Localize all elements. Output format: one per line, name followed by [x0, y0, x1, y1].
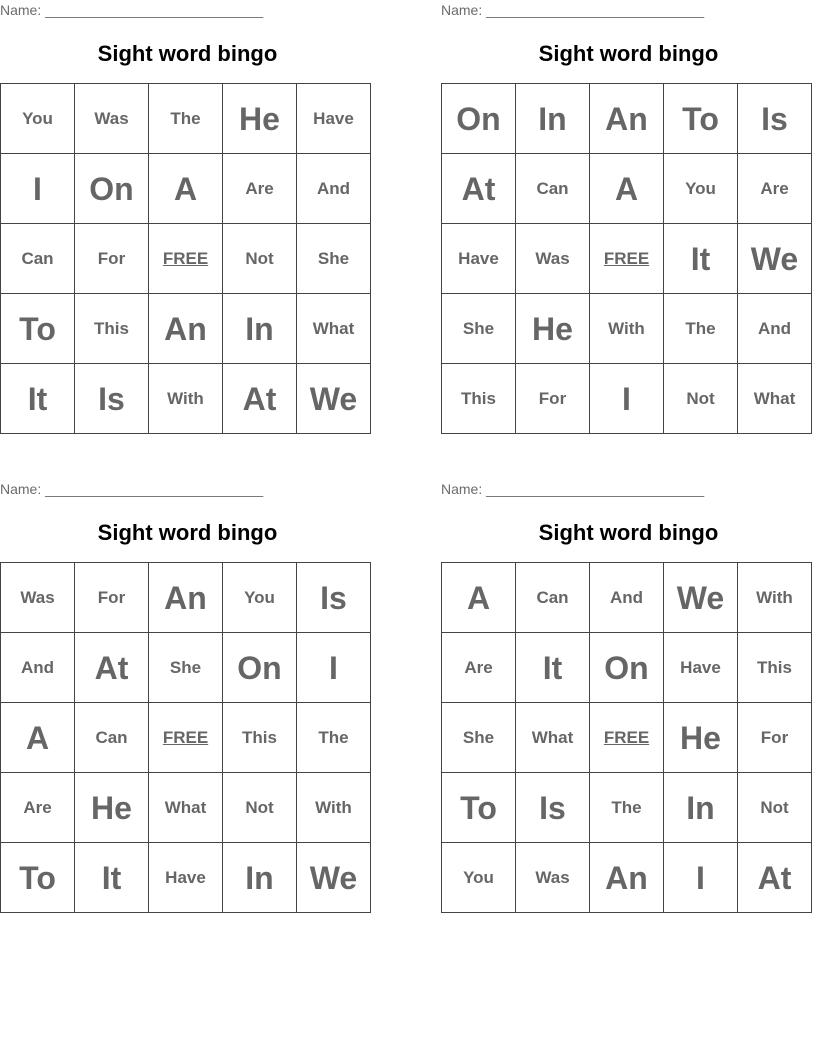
word-cell: It	[1, 364, 75, 434]
word-cell: On	[223, 633, 297, 703]
free-space-cell: FREE	[149, 703, 223, 773]
grid-row	[1, 703, 371, 773]
word-cell: With	[590, 294, 664, 364]
bingo-grid	[441, 83, 812, 434]
word-cell: We	[297, 364, 371, 434]
name-label: Name: ____________________________	[0, 2, 264, 18]
word-cell: He	[516, 294, 590, 364]
word-cell: What	[738, 364, 812, 434]
grid-row	[1, 563, 371, 633]
name-label: Name: ____________________________	[0, 481, 264, 497]
bingo-grid	[0, 562, 371, 913]
word-cell: Not	[664, 364, 738, 434]
word-cell: At	[223, 364, 297, 434]
word-cell: She	[149, 633, 223, 703]
word-cell: I	[590, 364, 664, 434]
word-cell: For	[75, 563, 149, 633]
word-cell: In	[223, 294, 297, 364]
grid-row	[442, 773, 812, 843]
name-label: Name: ____________________________	[441, 2, 705, 18]
word-cell: I	[297, 633, 371, 703]
grid-row	[1, 773, 371, 843]
word-cell: It	[75, 843, 149, 913]
word-cell: A	[590, 154, 664, 224]
word-cell: With	[738, 563, 812, 633]
grid-row	[442, 294, 812, 364]
word-cell: He	[223, 84, 297, 154]
word-cell: This	[75, 294, 149, 364]
card-title: Sight word bingo	[538, 41, 719, 66]
word-cell: Is	[738, 84, 812, 154]
word-cell: Not	[223, 773, 297, 843]
grid-row	[1, 633, 371, 703]
word-cell: I	[664, 843, 738, 913]
word-cell: We	[297, 843, 371, 913]
word-cell: The	[297, 703, 371, 773]
word-cell: What	[149, 773, 223, 843]
word-cell: On	[590, 633, 664, 703]
word-cell: At	[75, 633, 149, 703]
word-cell: And	[738, 294, 812, 364]
word-cell: It	[516, 633, 590, 703]
bingo-grid	[441, 562, 812, 913]
word-cell: To	[1, 294, 75, 364]
word-cell: In	[223, 843, 297, 913]
word-cell: Was	[1, 563, 75, 633]
free-space-cell: FREE	[590, 224, 664, 294]
word-cell: You	[664, 154, 738, 224]
word-cell: It	[664, 224, 738, 294]
grid-row	[442, 364, 812, 434]
word-cell: I	[1, 154, 75, 224]
word-cell: This	[738, 633, 812, 703]
grid-row	[442, 843, 812, 913]
card-title: Sight word bingo	[97, 41, 278, 66]
word-cell: Is	[297, 563, 371, 633]
word-cell: To	[1, 843, 75, 913]
grid-row	[1, 843, 371, 913]
word-cell: For	[75, 224, 149, 294]
word-cell: You	[442, 843, 516, 913]
word-cell: Can	[1, 224, 75, 294]
word-cell: The	[590, 773, 664, 843]
word-cell: To	[442, 773, 516, 843]
card-title: Sight word bingo	[97, 520, 278, 545]
word-cell: Are	[738, 154, 812, 224]
word-cell: The	[664, 294, 738, 364]
grid-row	[442, 84, 812, 154]
word-cell: This	[223, 703, 297, 773]
free-space-cell: FREE	[149, 224, 223, 294]
grid-row	[1, 224, 371, 294]
word-cell: You	[1, 84, 75, 154]
word-cell: Can	[75, 703, 149, 773]
word-cell: To	[664, 84, 738, 154]
word-cell: Can	[516, 563, 590, 633]
grid-row	[442, 633, 812, 703]
grid-row	[442, 154, 812, 224]
word-cell: With	[297, 773, 371, 843]
word-cell: At	[442, 154, 516, 224]
word-cell: An	[149, 294, 223, 364]
card-title: Sight word bingo	[538, 520, 719, 545]
word-cell: An	[590, 843, 664, 913]
grid-row	[442, 563, 812, 633]
word-cell: An	[149, 563, 223, 633]
word-cell: Are	[223, 154, 297, 224]
grid-row	[1, 154, 371, 224]
word-cell: And	[297, 154, 371, 224]
word-cell: A	[149, 154, 223, 224]
word-cell: In	[516, 84, 590, 154]
word-cell: She	[442, 703, 516, 773]
word-cell: For	[738, 703, 812, 773]
word-cell: And	[1, 633, 75, 703]
word-cell: Are	[1, 773, 75, 843]
word-cell: At	[738, 843, 812, 913]
word-cell: He	[664, 703, 738, 773]
word-cell: Was	[516, 224, 590, 294]
word-cell: Have	[442, 224, 516, 294]
word-cell: Not	[738, 773, 812, 843]
word-cell: With	[149, 364, 223, 434]
word-cell: Is	[75, 364, 149, 434]
word-cell: A	[1, 703, 75, 773]
word-cell: We	[664, 563, 738, 633]
word-cell: Have	[297, 84, 371, 154]
word-cell: Can	[516, 154, 590, 224]
word-cell: A	[442, 563, 516, 633]
grid-row	[1, 364, 371, 434]
word-cell: What	[516, 703, 590, 773]
word-cell: This	[442, 364, 516, 434]
word-cell: And	[590, 563, 664, 633]
grid-row	[1, 84, 371, 154]
word-cell: Was	[516, 843, 590, 913]
word-cell: What	[297, 294, 371, 364]
grid-row	[442, 703, 812, 773]
bingo-grid	[0, 83, 371, 434]
word-cell: He	[75, 773, 149, 843]
word-cell: Have	[149, 843, 223, 913]
word-cell: On	[442, 84, 516, 154]
grid-row	[442, 224, 812, 294]
word-cell: Was	[75, 84, 149, 154]
word-cell: She	[297, 224, 371, 294]
word-cell: For	[516, 364, 590, 434]
word-cell: The	[149, 84, 223, 154]
word-cell: Not	[223, 224, 297, 294]
word-cell: On	[75, 154, 149, 224]
word-cell: In	[664, 773, 738, 843]
word-cell: Is	[516, 773, 590, 843]
word-cell: You	[223, 563, 297, 633]
grid-row	[1, 294, 371, 364]
word-cell: Have	[664, 633, 738, 703]
word-cell: An	[590, 84, 664, 154]
word-cell: Are	[442, 633, 516, 703]
name-label: Name: ____________________________	[441, 481, 705, 497]
free-space-cell: FREE	[590, 703, 664, 773]
word-cell: She	[442, 294, 516, 364]
word-cell: We	[738, 224, 812, 294]
